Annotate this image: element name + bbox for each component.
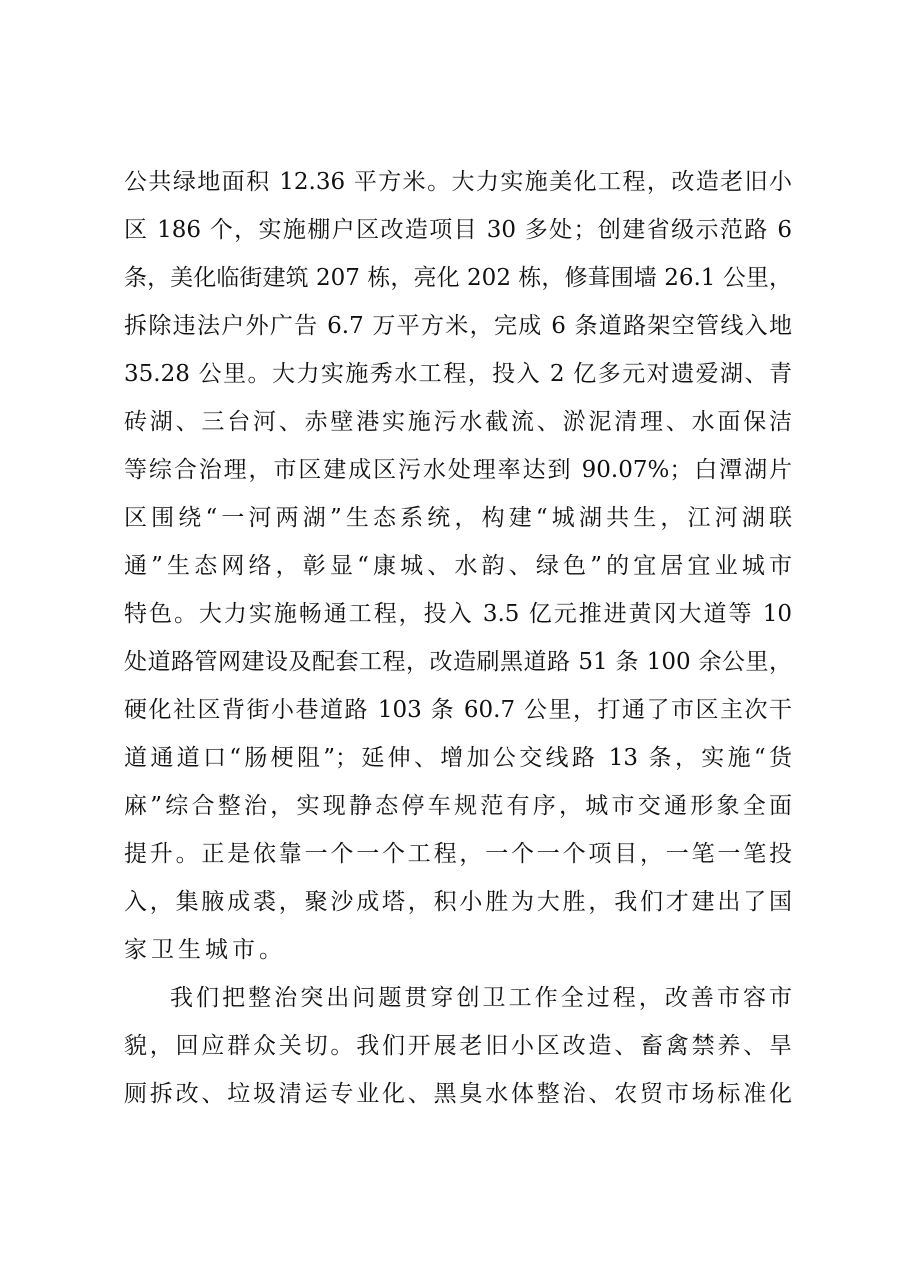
text-line: 处道路管网建设及配套工程，改造刷黑道路 51 条 100 余公里， <box>124 649 792 675</box>
text-line: 厕拆改、垃圾清运专业化、黑臭水体整治、农贸市场标准化 <box>124 1081 792 1107</box>
text-line: 通”生态网络，彰显“康城、水韵、绿色”的宜居宜业城市 <box>124 553 792 579</box>
text-line: 我们把整治突出问题贯穿创卫工作全过程，改善市容市 <box>170 985 792 1011</box>
text-line: 区围绕“一河两湖”生态系统，构建“城湖共生，江河湖联 <box>124 505 792 531</box>
text-line: 条，美化临街建筑 207 栋，亮化 202 栋，修葺围墙 26.1 公里， <box>124 265 792 291</box>
text-line: 貌，回应群众关切。我们开展老旧小区改造、畜禽禁养、旱 <box>124 1033 792 1059</box>
text-line: 道通道口“肠梗阻”；延伸、增加公交线路 13 条，实施“货 <box>124 745 792 771</box>
text-line: 麻”综合整治，实现静态停车规范有序，城市交通形象全面 <box>124 793 792 819</box>
text-line: 硬化社区背街小巷道路 103 条 60.7 公里，打通了市区主次干 <box>124 697 792 723</box>
text-line: 砖湖、三台河、赤壁港实施污水截流、淤泥清理、水面保洁 <box>124 409 792 435</box>
text-line: 35.28 公里。大力实施秀水工程，投入 2 亿多元对遗爱湖、青 <box>124 361 792 387</box>
text-line: 公共绿地面积 12.36 平方米。大力实施美化工程，改造老旧小 <box>124 169 792 195</box>
text-line: 特色。大力实施畅通工程，投入 3.5 亿元推进黄冈大道等 10 <box>124 601 792 627</box>
text-line: 等综合治理，市区建成区污水处理率达到 90.07%；白潭湖片 <box>124 457 792 483</box>
text-line: 区 186 个，实施棚户区改造项目 30 多处；创建省级示范路 6 <box>124 217 792 243</box>
text-line: 拆除违法户外广告 6.7 万平方米，完成 6 条道路架空管线入地 <box>124 313 792 339</box>
text-line: 提升。正是依靠一个一个工程，一个一个项目，一笔一笔投 <box>124 841 792 867</box>
text-line: 家卫生城市。 <box>124 937 286 963</box>
text-line: 入，集腋成裘，聚沙成塔，积小胜为大胜，我们才建出了国 <box>124 889 792 915</box>
